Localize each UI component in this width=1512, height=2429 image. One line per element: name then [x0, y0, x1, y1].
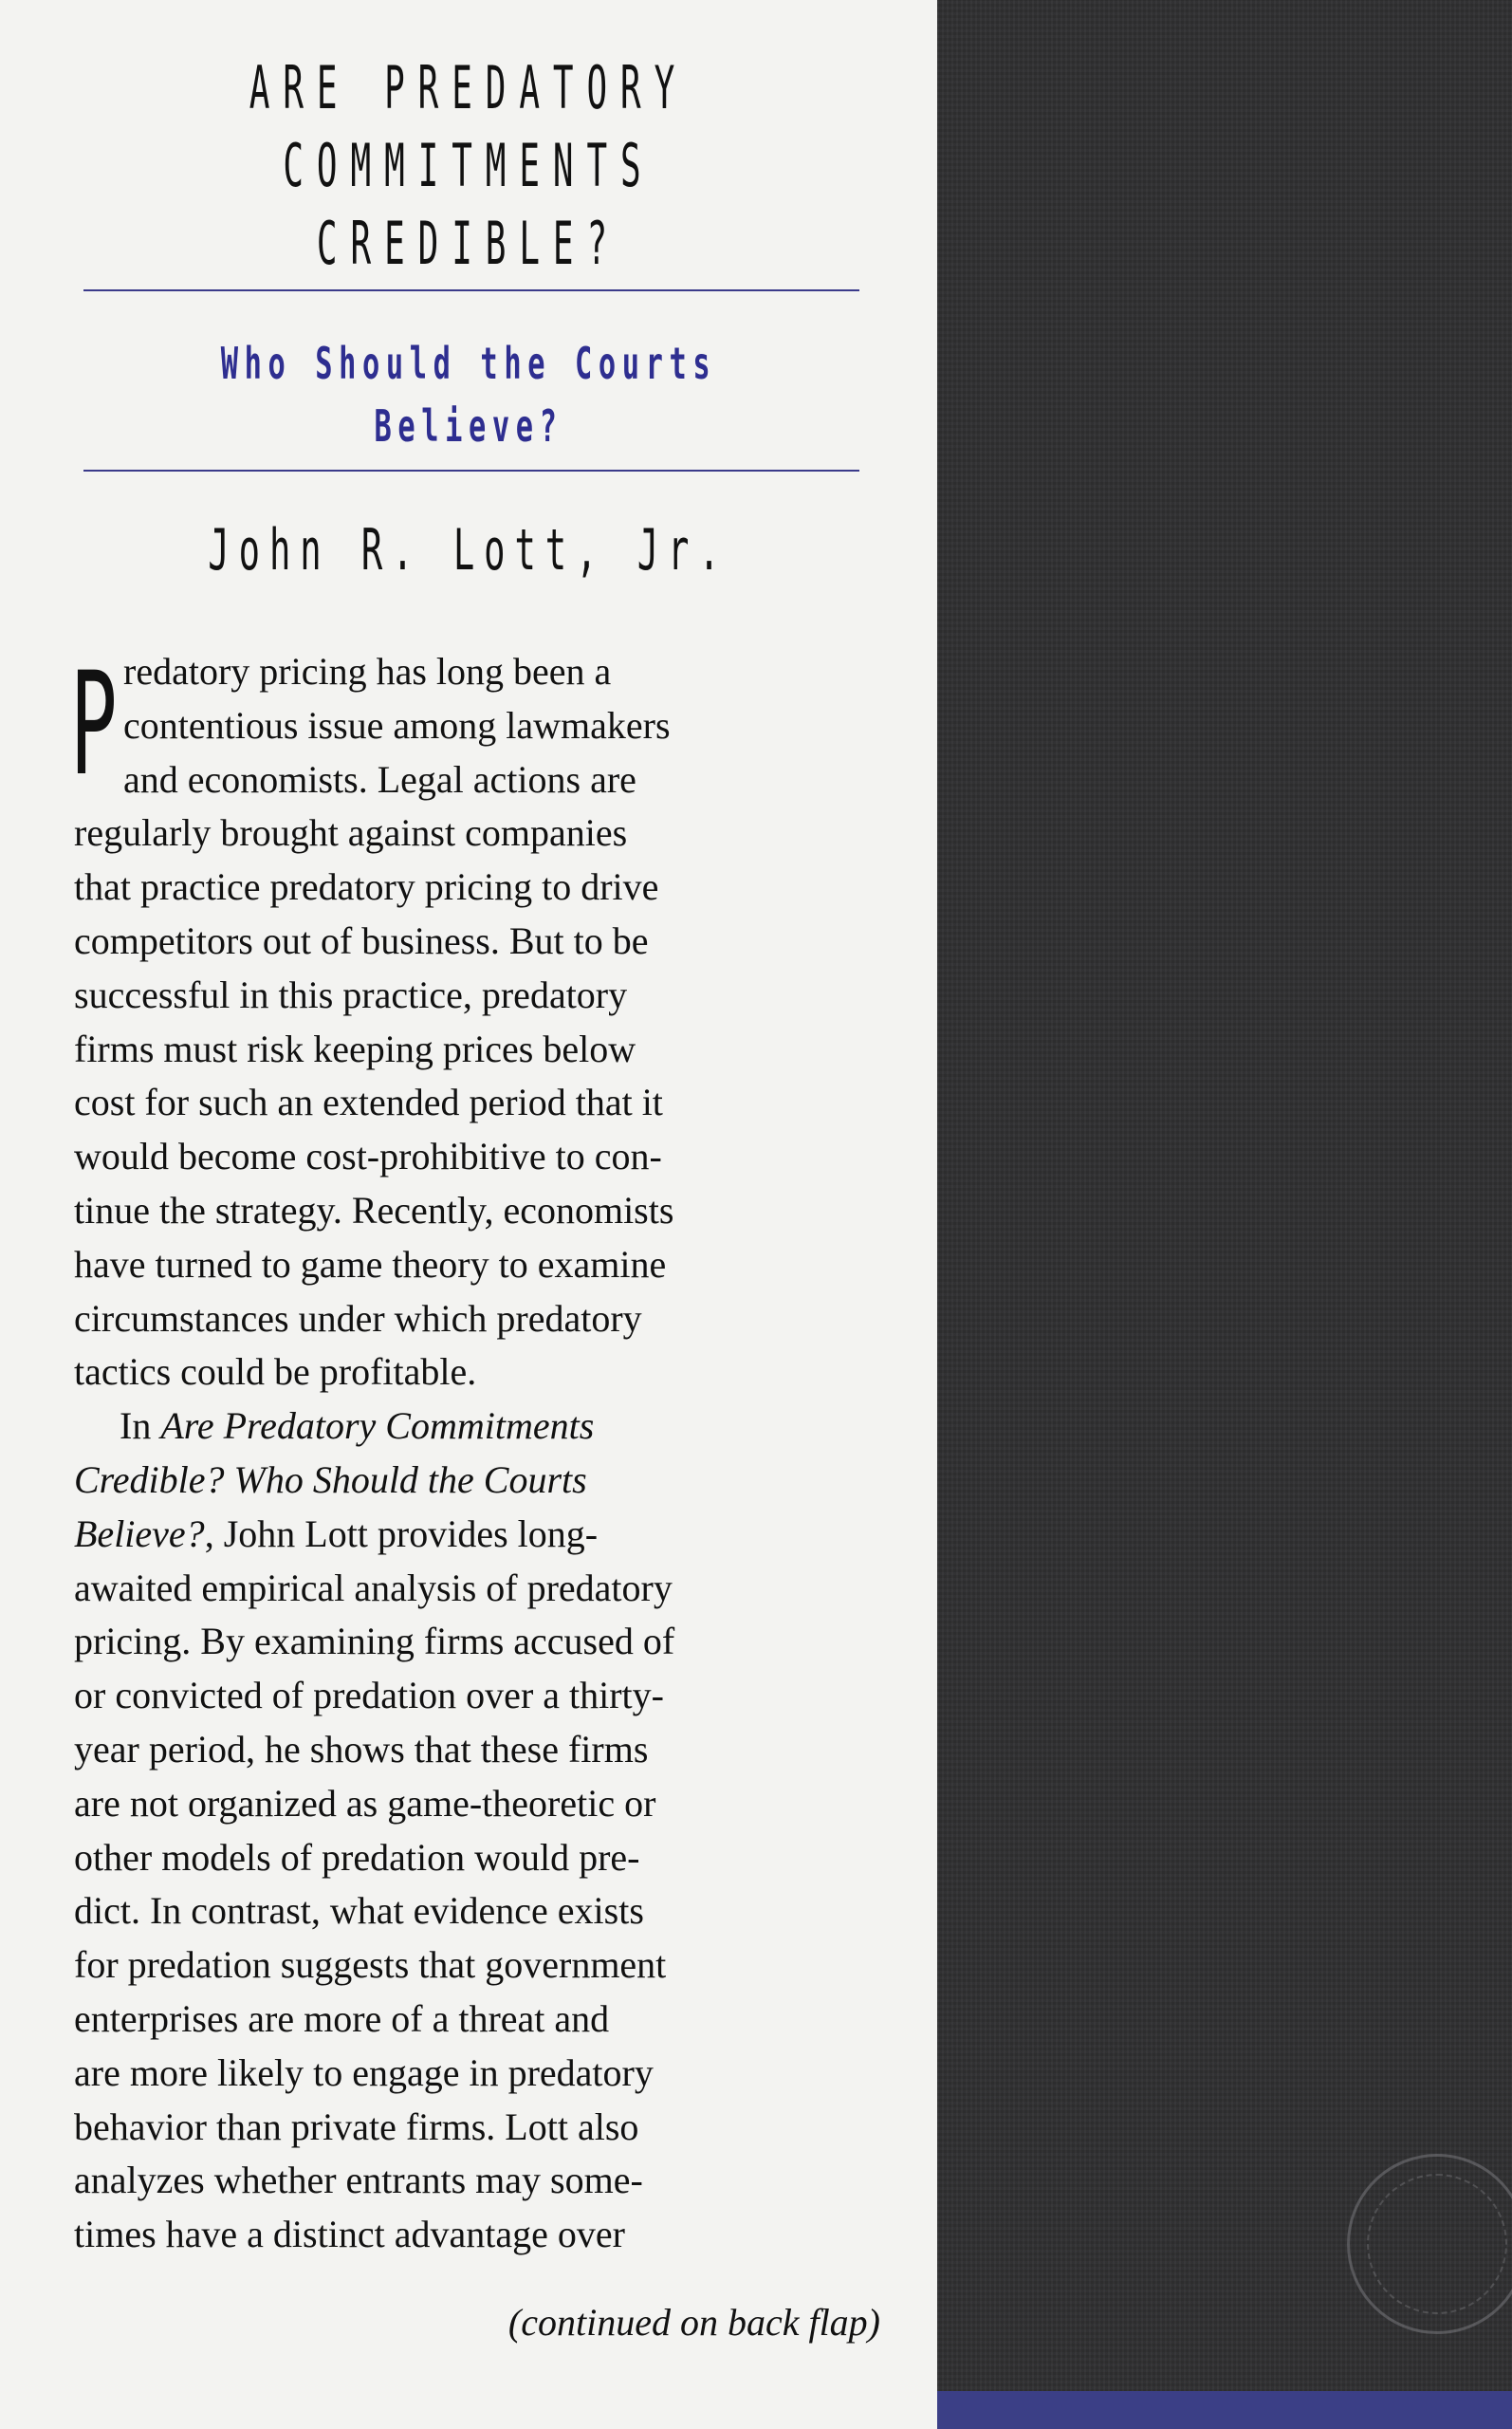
book-title-reference: Credible? Who Should the Courts [74, 1457, 587, 1501]
copy-line: tactics could be profitable. [74, 1350, 477, 1394]
copy-line: competitors out of business. But to be [74, 918, 649, 962]
subtitle-line-2: Believe? [374, 400, 563, 452]
divider-bottom [83, 470, 859, 472]
binding-stripe [937, 2391, 1512, 2429]
copy-line: year period, he shows that these firms [74, 1727, 649, 1771]
copy-line: awaited empirical analysis of predatory [74, 1566, 673, 1609]
copy-line: that practice predatory pricing to drive [74, 865, 659, 909]
copy-line: cost for such an extended period that it [74, 1081, 663, 1124]
copy-line: redatory pricing has long been a [123, 650, 612, 693]
author-name: John R. Lott, Jr. [208, 517, 729, 584]
book-binding [937, 0, 1512, 2429]
continued-note: (continued on back flap) [507, 2301, 880, 2344]
title-line-3: CREDIBLE? [316, 209, 621, 278]
copy-line: behavior than private firms. Lott also [74, 2105, 639, 2148]
copy-line: or convicted of predation over a thirty- [74, 1674, 664, 1717]
flap-copy [70, 642, 880, 2344]
book-title-reference: Believe? [74, 1511, 205, 1555]
copy-line: pricing. By examining firms accused of [74, 1620, 675, 1663]
copy-line: successful in this practice, predatory [74, 973, 628, 1016]
title-line-1: ARE PREDATORY [249, 53, 689, 122]
copy-line: would become cost-prohibitive to con- [74, 1135, 662, 1178]
divider-top [83, 289, 859, 291]
copy-line: firms must risk keeping prices below [74, 1027, 636, 1070]
copy-line: tinue the strategy. Recently, economists [74, 1188, 674, 1232]
copy-line: contentious issue among lawmakers [123, 703, 671, 747]
copy-line [74, 1400, 880, 1454]
copy-text: , John Lott provides long- [204, 1511, 599, 1555]
title-line-2: COMMITMENTS [283, 131, 655, 200]
copy-line: for predation suggests that government [74, 1943, 667, 1987]
copy-line: enterprises are more of a threat and [74, 1996, 610, 2040]
subtitle-line-1: Who Should the Courts [220, 338, 717, 389]
copy-text: In [120, 1404, 152, 1448]
copy-line: circumstances under which predatory [74, 1296, 642, 1340]
copy-line: other models of predation would pre- [74, 1835, 640, 1879]
copy-line: have turned to game theory to examine [74, 1242, 667, 1286]
copy-line [74, 1508, 880, 1562]
copy-line: are not organized as game-theoretic or [74, 1781, 656, 1825]
book-subtitle [159, 332, 778, 457]
copy-line: regularly brought against companies [74, 811, 628, 855]
copy-line: dict. In contrast, what evidence exists [74, 1889, 644, 1933]
drop-cap: P [70, 642, 118, 807]
copy-line: and economists. Legal actions are [123, 757, 636, 801]
book-title [196, 49, 740, 283]
copy-line: are more likely to engage in predatory [74, 2050, 654, 2094]
copy-line: analyzes whether entrants may some- [74, 2159, 643, 2202]
book-title-reference: Are Predatory Commitments [160, 1404, 595, 1448]
copy-line: times have a distinct advantage over [74, 2213, 625, 2256]
